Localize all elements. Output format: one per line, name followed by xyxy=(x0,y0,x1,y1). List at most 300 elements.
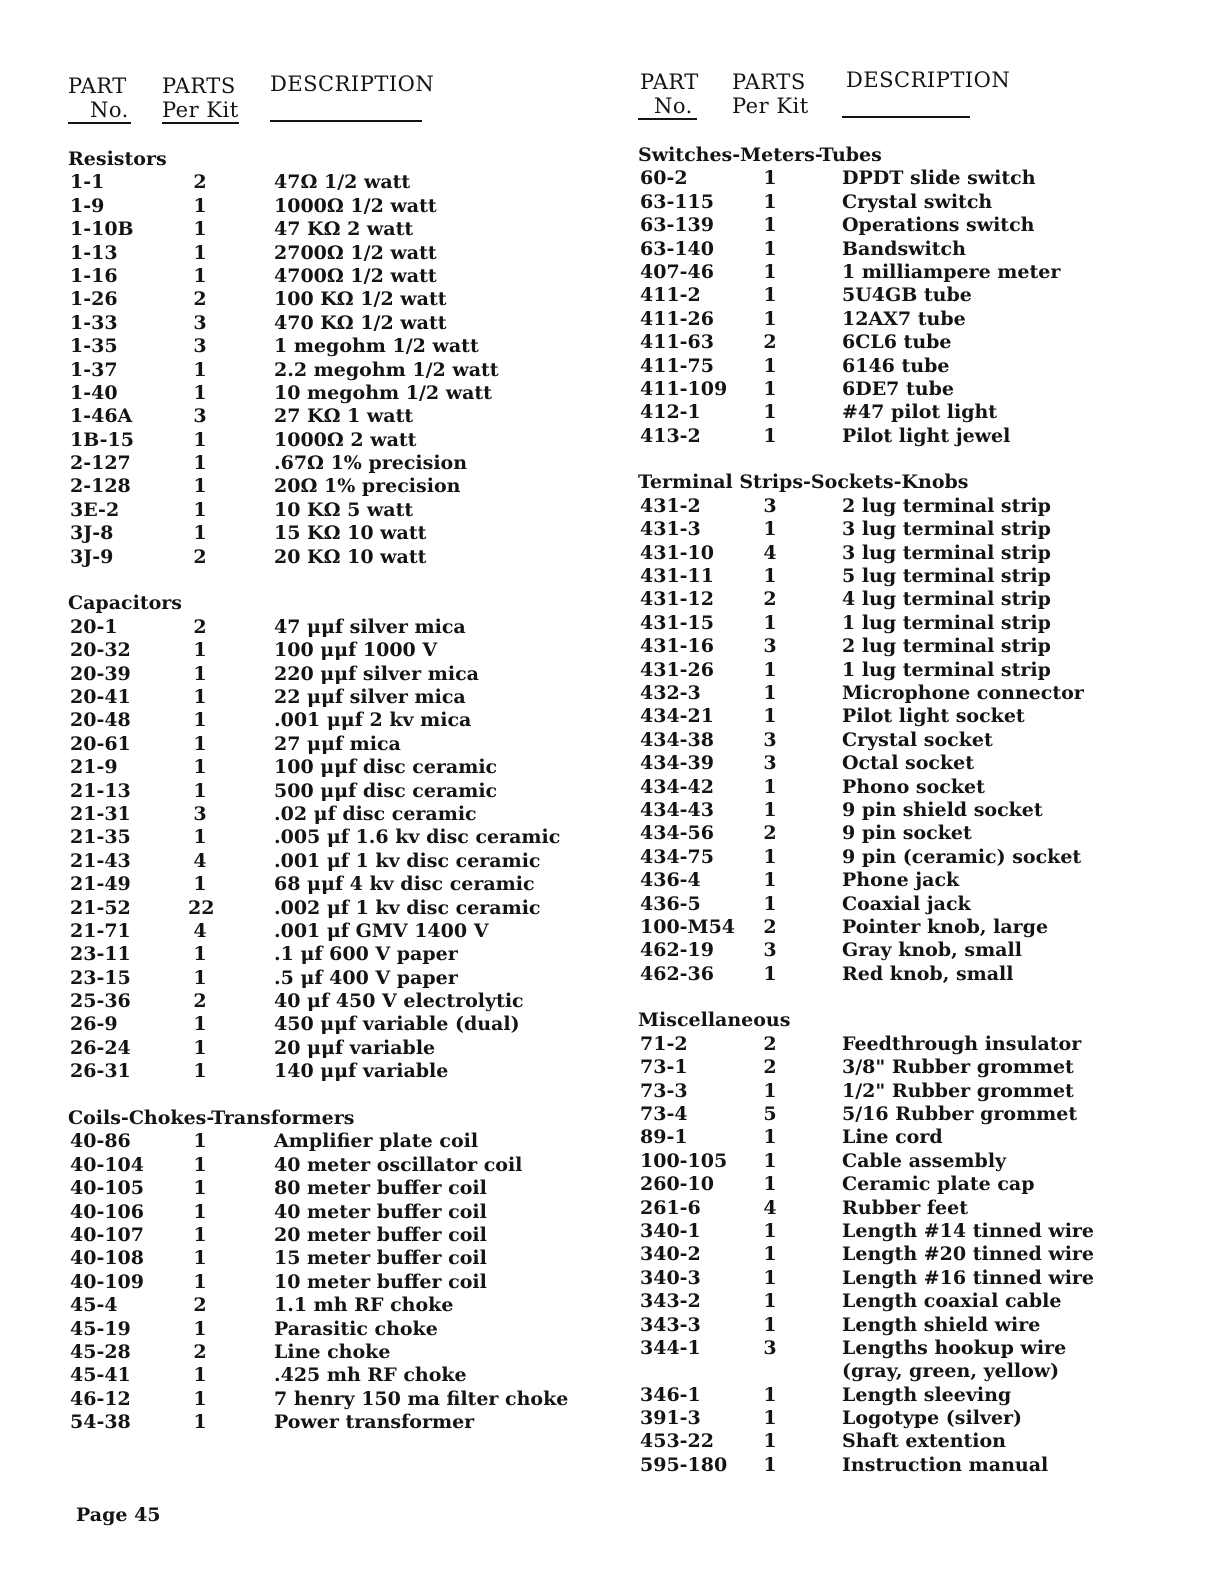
table-row xyxy=(68,1201,588,1224)
parts-per-kit: 1 xyxy=(763,962,777,985)
part-description: Cable assembly xyxy=(842,1149,1007,1172)
part-description: Length #16 tinned wire xyxy=(842,1266,1095,1289)
right-header xyxy=(638,64,1098,144)
table-row xyxy=(68,475,588,498)
parts-per-kit: 1 xyxy=(763,1149,777,1172)
part-description: .005 μf 1.6 kv disc ceramic xyxy=(274,826,561,849)
parts-per-kit: 5 xyxy=(763,1103,777,1126)
part-number: 412-1 xyxy=(640,401,701,424)
parts-per-kit: 1 xyxy=(193,1177,207,1200)
part-description: 7 henry 150 ma filter choke xyxy=(274,1387,569,1410)
part-number: 26-24 xyxy=(70,1036,131,1059)
table-row xyxy=(68,288,588,311)
part-number: 431-12 xyxy=(640,588,714,611)
part-description: 20 KΩ 10 watt xyxy=(274,545,427,568)
table-row xyxy=(68,242,588,265)
part-description: 15 meter buffer coil xyxy=(274,1247,487,1270)
part-description: 20 meter buffer coil xyxy=(274,1223,487,1246)
table-row xyxy=(68,709,588,732)
part-number: 413-2 xyxy=(640,424,701,447)
table-row xyxy=(68,897,588,920)
part-description: Operations switch xyxy=(842,214,1035,237)
parts-per-kit: 1 xyxy=(763,1290,777,1313)
part-description: 10 KΩ 5 watt xyxy=(274,498,414,521)
parts-per-kit: 1 xyxy=(193,662,207,685)
part-description: Ceramic plate cap xyxy=(842,1173,1035,1196)
part-number: 73-1 xyxy=(640,1056,688,1079)
parts-per-kit: 1 xyxy=(193,639,207,662)
part-number: 45-41 xyxy=(70,1364,131,1387)
part-description: Coaxial jack xyxy=(842,892,971,915)
part-number: 431-2 xyxy=(640,494,701,517)
part-description: 1000Ω 1/2 watt xyxy=(274,194,437,217)
table-row xyxy=(68,1037,588,1060)
part-description: 2700Ω 1/2 watt xyxy=(274,241,437,264)
part-number: 63-140 xyxy=(640,237,714,260)
table-row xyxy=(68,616,588,639)
section-title: Capacitors xyxy=(68,592,182,615)
parts-per-kit: 2 xyxy=(763,915,777,938)
part-description: 20Ω 1% precision xyxy=(274,475,461,498)
part-description: 40 meter oscillator coil xyxy=(274,1153,523,1176)
header-per-kit: Per Kit xyxy=(162,98,239,122)
part-number: 40-108 xyxy=(70,1247,144,1270)
part-number: 431-15 xyxy=(640,611,714,634)
table-row xyxy=(68,663,588,686)
part-description: .001 μf 1 kv disc ceramic xyxy=(274,849,541,872)
parts-per-kit: 1 xyxy=(763,775,777,798)
parts-per-kit: 1 xyxy=(763,892,777,915)
parts-per-kit: 2 xyxy=(763,588,777,611)
part-description: 6146 tube xyxy=(842,354,950,377)
table-row xyxy=(68,1013,588,1036)
part-description: 220 μμf silver mica xyxy=(274,662,479,685)
part-number: 340-3 xyxy=(640,1266,701,1289)
part-number: 63-139 xyxy=(640,214,714,237)
table-row xyxy=(638,1080,1098,1103)
part-description: 27 KΩ 1 watt xyxy=(274,405,414,428)
part-number: 20-61 xyxy=(70,732,131,755)
table-row xyxy=(638,284,1098,307)
part-number: 431-3 xyxy=(640,518,701,541)
part-description: 20 μμf variable xyxy=(274,1036,436,1059)
parts-per-kit: 2 xyxy=(763,1032,777,1055)
part-description: 1000Ω 2 watt xyxy=(274,428,417,451)
part-number: 40-107 xyxy=(70,1223,144,1246)
part-description: 15 KΩ 10 watt xyxy=(274,522,427,545)
parts-per-kit: 2 xyxy=(193,1340,207,1363)
part-description: Pilot light socket xyxy=(842,705,1025,728)
part-description: .002 μf 1 kv disc ceramic xyxy=(274,896,541,919)
table-row xyxy=(68,1411,588,1434)
table-row xyxy=(68,943,588,966)
parts-per-kit: 3 xyxy=(193,311,207,334)
parts-per-kit: 22 xyxy=(188,896,215,919)
part-number: 431-26 xyxy=(640,658,714,681)
table-row xyxy=(68,1294,588,1317)
table-row xyxy=(638,682,1098,705)
parts-per-kit: 1 xyxy=(763,565,777,588)
parts-per-kit: 2 xyxy=(763,822,777,845)
table-row xyxy=(68,382,588,405)
table-row xyxy=(68,733,588,756)
section-gap xyxy=(68,569,588,592)
parts-per-kit: 1 xyxy=(193,194,207,217)
part-description: 22 μμf silver mica xyxy=(274,685,466,708)
parts-per-kit: 2 xyxy=(193,1294,207,1317)
table-row xyxy=(68,429,588,452)
parts-per-kit: 2 xyxy=(763,331,777,354)
part-description: .02 μf disc ceramic xyxy=(274,802,477,825)
parts-per-kit: 3 xyxy=(763,728,777,751)
part-description: Feedthrough insulator xyxy=(842,1032,1082,1055)
parts-per-kit: 1 xyxy=(193,873,207,896)
part-number: 60-2 xyxy=(640,167,688,190)
section-title: Terminal Strips-Sockets-Knobs xyxy=(638,471,969,494)
parts-per-kit: 1 xyxy=(763,798,777,821)
part-description: 5U4GB tube xyxy=(842,284,972,307)
part-number: 343-2 xyxy=(640,1290,701,1313)
part-description: 3 lug terminal strip xyxy=(842,541,1051,564)
part-number: 434-43 xyxy=(640,798,714,821)
parts-per-kit: 1 xyxy=(193,498,207,521)
part-number: 73-3 xyxy=(640,1079,688,1102)
table-row xyxy=(638,1243,1098,1266)
part-description: Parasitic choke xyxy=(274,1317,438,1340)
table-row xyxy=(638,939,1098,962)
part-number: 434-56 xyxy=(640,822,714,845)
table-row xyxy=(638,518,1098,541)
part-number: 54-38 xyxy=(70,1411,131,1434)
table-row xyxy=(638,1407,1098,1430)
part-description: 47 μμf silver mica xyxy=(274,615,466,638)
parts-per-kit: 2 xyxy=(193,615,207,638)
part-description: Line cord xyxy=(842,1126,943,1149)
section-gap xyxy=(638,448,1098,471)
part-description: 3 lug terminal strip xyxy=(842,518,1051,541)
parts-per-kit: 1 xyxy=(193,1364,207,1387)
table-row xyxy=(68,1130,588,1153)
parts-per-kit: 1 xyxy=(763,1383,777,1406)
part-number: 21-31 xyxy=(70,802,131,825)
part-number: 1-13 xyxy=(70,241,118,264)
parts-per-kit: 3 xyxy=(763,635,777,658)
parts-per-kit: 3 xyxy=(763,1336,777,1359)
part-description: (gray, green, yellow) xyxy=(842,1360,1060,1383)
table-row xyxy=(68,218,588,241)
part-number: 1-16 xyxy=(70,264,118,287)
part-description: 2 lug terminal strip xyxy=(842,494,1051,517)
header-part: PART xyxy=(640,70,699,94)
parts-per-kit: 1 xyxy=(193,1387,207,1410)
parts-per-kit: 1 xyxy=(763,424,777,447)
part-description: 80 meter buffer coil xyxy=(274,1177,487,1200)
part-description: 140 μμf variable xyxy=(274,1060,449,1083)
right-column xyxy=(638,64,1098,1477)
table-row xyxy=(68,452,588,475)
part-number: 45-4 xyxy=(70,1294,118,1317)
parts-per-kit: 1 xyxy=(193,218,207,241)
table-row xyxy=(68,920,588,943)
part-number: 595-180 xyxy=(640,1453,728,1476)
table-row xyxy=(638,191,1098,214)
part-number: 21-35 xyxy=(70,826,131,849)
part-number: 407-46 xyxy=(640,260,714,283)
page-number: Page 45 xyxy=(76,1504,161,1526)
table-row xyxy=(638,261,1098,284)
part-number: 71-2 xyxy=(640,1032,688,1055)
parts-per-kit: 1 xyxy=(763,681,777,704)
part-description: 1/2" Rubber grommet xyxy=(842,1079,1074,1102)
part-number: 462-19 xyxy=(640,939,714,962)
part-description: 4700Ω 1/2 watt xyxy=(274,264,437,287)
header-description: DESCRIPTION xyxy=(846,68,1011,92)
parts-per-kit: 1 xyxy=(763,1266,777,1289)
part-description: 9 pin socket xyxy=(842,822,972,845)
part-description: Length #14 tinned wire xyxy=(842,1219,1095,1242)
part-number: 21-9 xyxy=(70,756,118,779)
parts-per-kit: 1 xyxy=(193,1130,207,1153)
part-description: Logotype (silver) xyxy=(842,1407,1023,1430)
parts-per-kit: 1 xyxy=(763,1453,777,1476)
table-row xyxy=(638,752,1098,775)
parts-per-kit: 1 xyxy=(193,1200,207,1223)
parts-per-kit: 4 xyxy=(763,1196,777,1219)
table-row xyxy=(638,1220,1098,1243)
part-number: 411-26 xyxy=(640,307,714,330)
part-number: 40-109 xyxy=(70,1270,144,1293)
parts-per-kit: 1 xyxy=(763,307,777,330)
table-row xyxy=(68,686,588,709)
parts-per-kit: 1 xyxy=(763,1430,777,1453)
part-number: 261-6 xyxy=(640,1196,701,1219)
table-row xyxy=(638,1430,1098,1453)
part-number: 434-21 xyxy=(640,705,714,728)
parts-per-kit: 2 xyxy=(193,171,207,194)
parts-per-kit: 2 xyxy=(763,1056,777,1079)
parts-per-kit: 1 xyxy=(193,732,207,755)
parts-per-kit: 3 xyxy=(763,752,777,775)
section-gap xyxy=(68,1084,588,1107)
part-number: 20-41 xyxy=(70,685,131,708)
part-description: Rubber feet xyxy=(842,1196,969,1219)
table-row xyxy=(68,359,588,382)
parts-per-kit: 3 xyxy=(193,335,207,358)
table-row xyxy=(68,990,588,1013)
part-number: 344-1 xyxy=(640,1336,701,1359)
part-number: 20-48 xyxy=(70,709,131,732)
part-description: 12AX7 tube xyxy=(842,307,966,330)
part-description: 10 megohm 1/2 watt xyxy=(274,381,492,404)
part-description: 47Ω 1/2 watt xyxy=(274,171,411,194)
part-description: Pilot light jewel xyxy=(842,424,1011,447)
part-number: 343-3 xyxy=(640,1313,701,1336)
part-number: 3J-8 xyxy=(70,522,114,545)
part-description: Phono socket xyxy=(842,775,985,798)
part-description: Length coaxial cable xyxy=(842,1290,1062,1313)
parts-per-kit: 1 xyxy=(763,1079,777,1102)
parts-per-kit: 1 xyxy=(763,1313,777,1336)
parts-per-kit: 1 xyxy=(763,611,777,634)
part-number: 1-10B xyxy=(70,218,134,241)
parts-per-kit: 1 xyxy=(193,1270,207,1293)
part-number: 1-26 xyxy=(70,288,118,311)
part-number: 3E-2 xyxy=(70,498,120,521)
table-row xyxy=(68,756,588,779)
table-row xyxy=(68,405,588,428)
part-description: .5 μf 400 V paper xyxy=(274,966,458,989)
table-row xyxy=(68,499,588,522)
part-description: 2.2 megohm 1/2 watt xyxy=(274,358,499,381)
part-number: 45-28 xyxy=(70,1340,131,1363)
part-number: 46-12 xyxy=(70,1387,131,1410)
parts-per-kit: 1 xyxy=(763,845,777,868)
header-description-underline xyxy=(270,98,422,122)
parts-per-kit: 1 xyxy=(193,475,207,498)
table-row xyxy=(638,401,1098,424)
table-row xyxy=(638,425,1098,448)
table-row xyxy=(638,1173,1098,1196)
table-row xyxy=(638,846,1098,869)
part-description: 100 μμf 1000 V xyxy=(274,639,438,662)
part-number: 340-1 xyxy=(640,1219,701,1242)
table-row xyxy=(68,780,588,803)
part-description: Instruction manual xyxy=(842,1453,1049,1476)
parts-per-kit: 1 xyxy=(763,705,777,728)
table-row xyxy=(68,1224,588,1247)
part-number: 431-16 xyxy=(640,635,714,658)
part-description: 1.1 mh RF choke xyxy=(274,1294,454,1317)
part-description: Pointer knob, large xyxy=(842,915,1049,938)
parts-per-kit: 1 xyxy=(193,381,207,404)
parts-per-kit: 1 xyxy=(193,779,207,802)
table-row xyxy=(638,1360,1098,1383)
table-row xyxy=(638,705,1098,728)
part-description: Octal socket xyxy=(842,752,975,775)
parts-per-kit: 1 xyxy=(763,284,777,307)
part-description: 6CL6 tube xyxy=(842,331,952,354)
part-description: 27 μμf mica xyxy=(274,732,401,755)
table-row xyxy=(638,1033,1098,1056)
parts-per-kit: 1 xyxy=(763,190,777,213)
parts-per-kit: 1 xyxy=(763,1173,777,1196)
part-description: Line choke xyxy=(274,1340,391,1363)
table-row xyxy=(68,335,588,358)
part-number: 1-9 xyxy=(70,194,105,217)
table-row xyxy=(638,1337,1098,1360)
section-gap xyxy=(638,986,1098,1009)
parts-per-kit: 1 xyxy=(193,428,207,451)
parts-per-kit: 1 xyxy=(193,943,207,966)
table-row xyxy=(638,729,1098,752)
part-description: Phone jack xyxy=(842,869,960,892)
part-number: 21-43 xyxy=(70,849,131,872)
part-number: 411-75 xyxy=(640,354,714,377)
part-description: .001 μμf 2 kv mica xyxy=(274,709,472,732)
part-number: 63-115 xyxy=(640,190,714,213)
part-description: Length shield wire xyxy=(842,1313,1041,1336)
part-description: 5 lug terminal strip xyxy=(842,565,1051,588)
table-row xyxy=(68,195,588,218)
part-description: Gray knob, small xyxy=(842,939,1022,962)
table-row xyxy=(68,826,588,849)
parts-per-kit: 4 xyxy=(193,919,207,942)
parts-per-kit: 4 xyxy=(763,541,777,564)
parts-per-kit: 1 xyxy=(763,237,777,260)
part-number: 434-39 xyxy=(640,752,714,775)
parts-per-kit: 1 xyxy=(193,358,207,381)
parts-per-kit: 1 xyxy=(193,1317,207,1340)
part-description: Red knob, small xyxy=(842,962,1014,985)
part-number: 89-1 xyxy=(640,1126,688,1149)
part-number: 20-39 xyxy=(70,662,131,685)
table-row xyxy=(638,167,1098,190)
table-row xyxy=(638,659,1098,682)
part-number: 2-127 xyxy=(70,452,131,475)
part-description: .1 μf 600 V paper xyxy=(274,943,458,966)
part-description: Length #20 tinned wire xyxy=(842,1243,1095,1266)
part-description: 450 μμf variable (dual) xyxy=(274,1013,520,1036)
part-number: 411-109 xyxy=(640,377,728,400)
parts-per-kit: 2 xyxy=(193,288,207,311)
header-description: DESCRIPTION xyxy=(270,72,435,96)
parts-per-kit: 1 xyxy=(193,1013,207,1036)
part-number: 20-32 xyxy=(70,639,131,662)
table-row xyxy=(638,1267,1098,1290)
part-description: DPDT slide switch xyxy=(842,167,1036,190)
table-row xyxy=(68,1271,588,1294)
table-row xyxy=(638,1314,1098,1337)
table-row xyxy=(68,1341,588,1364)
table-row xyxy=(68,312,588,335)
part-description: Microphone connector xyxy=(842,681,1084,704)
parts-per-kit: 1 xyxy=(763,401,777,424)
part-description: Crystal switch xyxy=(842,190,993,213)
header-parts: PARTS xyxy=(732,70,806,94)
left-header xyxy=(68,68,588,148)
table-row xyxy=(638,378,1098,401)
part-description: .67Ω 1% precision xyxy=(274,452,468,475)
parts-per-kit: 1 xyxy=(193,264,207,287)
table-row xyxy=(638,1290,1098,1313)
parts-per-kit: 1 xyxy=(763,214,777,237)
part-description: 3/8" Rubber grommet xyxy=(842,1056,1074,1079)
part-description: 1 milliampere meter xyxy=(842,260,1061,283)
part-number: 1-40 xyxy=(70,381,118,404)
table-row xyxy=(638,916,1098,939)
part-description: 5/16 Rubber grommet xyxy=(842,1103,1078,1126)
section-title: Switches-Meters-Tubes xyxy=(638,144,882,166)
part-number: 45-19 xyxy=(70,1317,131,1340)
part-number: 40-106 xyxy=(70,1200,144,1223)
table-row xyxy=(638,1126,1098,1149)
table-row xyxy=(638,893,1098,916)
part-number: 1-33 xyxy=(70,311,118,334)
parts-per-kit: 1 xyxy=(763,260,777,283)
part-description: 47 KΩ 2 watt xyxy=(274,218,414,241)
part-number: 462-36 xyxy=(640,962,714,985)
part-number: 40-86 xyxy=(70,1130,131,1153)
table-row xyxy=(638,588,1098,611)
table-row xyxy=(638,1150,1098,1173)
right-parts-list xyxy=(638,144,1098,1477)
table-row xyxy=(638,635,1098,658)
parts-per-kit: 1 xyxy=(763,1243,777,1266)
part-number: 1-46A xyxy=(70,405,133,428)
parts-per-kit: 2 xyxy=(193,990,207,1013)
parts-per-kit: 3 xyxy=(193,802,207,825)
parts-per-kit: 1 xyxy=(763,869,777,892)
